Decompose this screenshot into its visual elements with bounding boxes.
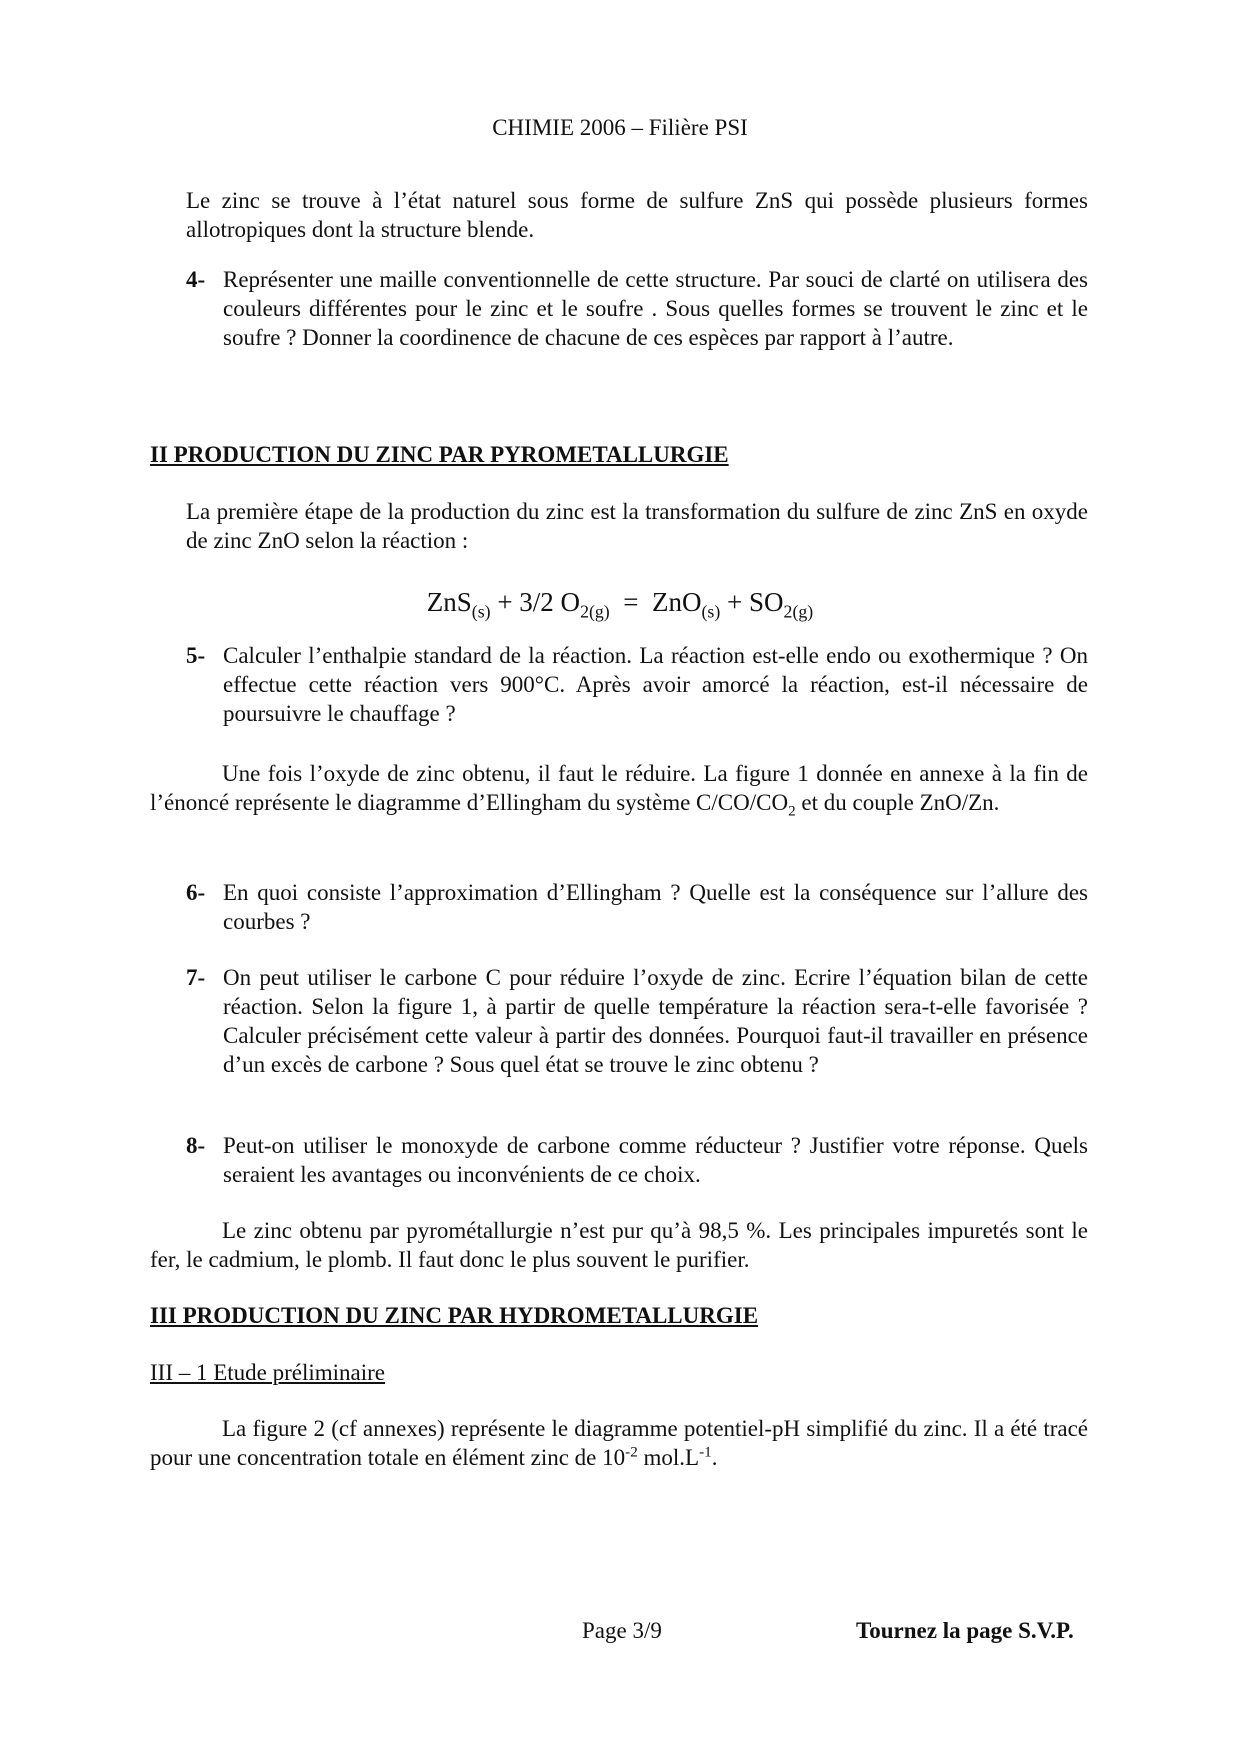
equation-state: 2(g) bbox=[580, 601, 610, 622]
question-number: 5- bbox=[186, 643, 206, 668]
question-text: En quoi consiste l’approximation d’Ellingham ? Quelle est la conséquence sur l’allure des courbes ? bbox=[223, 880, 1088, 934]
purity-paragraph: Le zinc obtenu par pyrométallurgie n’est pur qu’à 98,5 %. Les principales impuretés sont le fer, le cadmium, le plomb. Il faut donc le plus souvent le purifier. bbox=[150, 1218, 1088, 1272]
question-text: Calculer l’enthalpie standard de la réaction. La réaction est-elle endo ou exothermique ? On effectue cette réaction vers 900°C. Après avoir amorcé la réaction, est-il nécessaire de poursuivre le chauffage ? bbox=[223, 643, 1088, 726]
paragraph-text: . bbox=[711, 1445, 718, 1470]
turn-page-note: Tournez la page S.V.P. bbox=[856, 1618, 1074, 1643]
question-text: Représenter une maille conventionnelle de cette structure. Par souci de clarté on utilisera des couleurs différentes pour le zinc et le soufre . Sous quelles formes se trouvent le zinc et le soufre ? Donner la coordinence de chacune de ces espèces par rapport à l’autre. bbox=[223, 267, 1088, 350]
equation-state: (s) bbox=[471, 601, 491, 622]
superscript: -1 bbox=[699, 1443, 712, 1461]
intro-paragraph: Le zinc se trouve à l’état naturel sous forme de sulfure ZnS qui possède plusieurs formes allotropiques dont la structure blende. bbox=[186, 188, 1088, 242]
section-2-intro: La première étape de la production du zinc est la transformation du sulfure de zinc ZnS en oxyde de zinc ZnO selon la réaction : bbox=[186, 499, 1088, 553]
question-8 bbox=[186, 1131, 1088, 1189]
subsection-3-1-title: III – 1 Etude préliminaire bbox=[150, 1360, 386, 1385]
equation-term: ZnS bbox=[426, 587, 472, 617]
paragraph-text: La figure 2 (cf annexes) représente le diagramme potentiel-pH simplifié du zinc. Il a été tracé pour une concentration totale en élément zinc de 10 bbox=[150, 1416, 1088, 1470]
equation-equals: = bbox=[609, 587, 652, 617]
question-text: On peut utiliser le carbone C pour réduire l’oxyde de zinc. Ecrire l’équation bilan de cette réaction. Selon la figure 1, à partir de quelle température la réaction sera-t-elle favorisée ? Calculer précisément cette valeur à partir des données. Pourquoi faut-il travailler en présence d’un excès de carbone ? Sous quel état se trouve le zinc obtenu ? bbox=[223, 965, 1088, 1077]
question-text: Peut-on utiliser le monoxyde de carbone comme réducteur ? Justifier votre réponse. Quels seraient les avantages ou inconvénients de ce choix. bbox=[223, 1133, 1088, 1187]
equation-term: + SO bbox=[720, 587, 784, 617]
question-number: 8- bbox=[186, 1133, 206, 1158]
question-number: 7- bbox=[186, 965, 206, 990]
equation-state: (s) bbox=[701, 601, 721, 622]
equation-term: ZnO bbox=[651, 587, 702, 617]
superscript: -2 bbox=[625, 1443, 638, 1461]
paragraph-text: Une fois l’oxyde de zinc obtenu, il faut le réduire. La figure 1 donnée en annexe à la fin de l’énoncé représente le diagramme d’Ellingham du système C/CO/CO bbox=[150, 761, 1088, 815]
reaction-equation bbox=[0, 585, 1240, 622]
section-3-title: III PRODUCTION DU ZINC PAR HYDROMETALLURGIE bbox=[150, 1303, 759, 1328]
question-number: 4- bbox=[186, 267, 206, 292]
question-6 bbox=[186, 878, 1088, 936]
equation-term: + 3/2 O bbox=[490, 587, 581, 617]
question-7 bbox=[186, 963, 1088, 1079]
potential-ph-paragraph bbox=[150, 1414, 1088, 1472]
equation-state: 2(g) bbox=[783, 601, 814, 622]
question-number: 6- bbox=[186, 880, 206, 905]
ellingham-paragraph bbox=[150, 759, 1088, 820]
page-number: Page 3/9 bbox=[582, 1618, 662, 1643]
paragraph-text: mol.L bbox=[637, 1445, 700, 1470]
page-header: CHIMIE 2006 – Filière PSI bbox=[492, 115, 748, 140]
paragraph-text: et du couple ZnO/Zn. bbox=[795, 790, 1000, 815]
subscript: 2 bbox=[788, 802, 796, 820]
question-4 bbox=[186, 265, 1088, 352]
question-5 bbox=[186, 641, 1088, 728]
section-2-title: II PRODUCTION DU ZINC PAR PYROMETALLURGIE bbox=[150, 442, 729, 467]
